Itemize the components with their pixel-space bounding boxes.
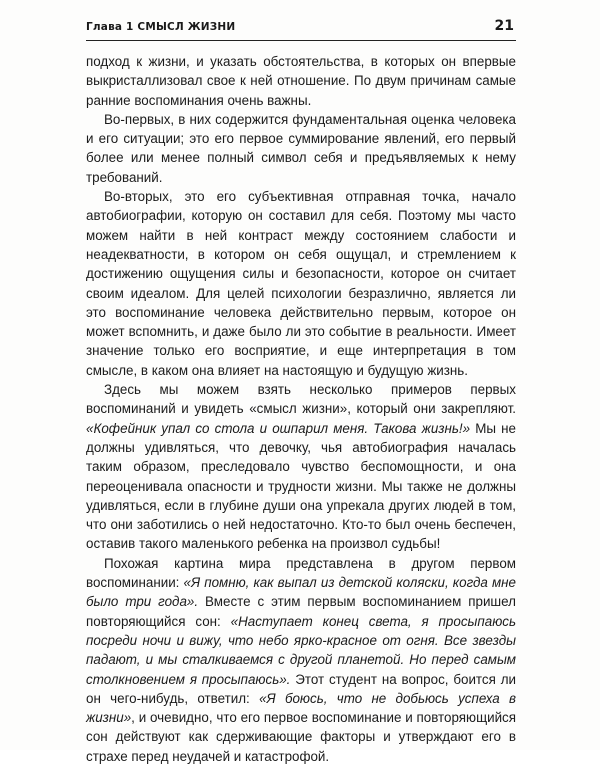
paragraph-text: Похожая картина мира представлена в другом первом воспоминании:	[86, 555, 516, 591]
quote-text: «Я помню, как выпал из детской коляски, когда мне было три года».	[86, 575, 516, 610]
paragraph	[86, 380, 516, 554]
paragraph-text: Во-вторых, это его субъективная отправная точка, начало автобиографии, которую он составил для себя. Поэтому мы часто можем найти в ней контраст между состоянием слабости и неадекватности, в котором он себя ощущал, и стремлением к достижению ощущения силы и безопасности, которое он считает своим идеалом. Для целей психологии безразлично, является ли это воспоминание человека действительно первым, которое он может вспомнить, и даже было ли это событие в реальности. Имеет значение только его восприятие, и еще интерпретация в том смысле, в каком она влияет на настоящую и будущую жизнь.	[86, 189, 516, 378]
paragraph	[86, 554, 516, 766]
paragraph-text: Мы не должны удивляться, что девочку, чья автобиография началась таким образом, преследовало чувство беспомощности, и она переоценивала опасности и трудности жизни. Мы также не должны удивляться, если в глубине души она упрекала других людей в том, что они заботились о ней недостаточно. Кто-то был очень беспечен, оставив такого маленького ребенка на произвол судьбы!	[86, 420, 516, 552]
quote-text: «Кофейник упал со стола и ошпарил меня. Такова жизнь!»	[86, 420, 471, 436]
page-number: 21	[494, 18, 514, 34]
paragraph-text: , и очевидно, что его первое воспоминание и повторяющийся сон действуют как сдерживающие факторы и утверждают его в страхе перед неудачей и катастрофой.	[86, 710, 516, 764]
paragraph-text: подход к жизни, и указать обстоятельства, в которых он впервые выкристаллизовал свое к ней отношение. По двум причинам самые ранние воспоминания очень важны.	[86, 54, 516, 108]
paragraph	[86, 110, 516, 187]
running-header	[86, 16, 516, 41]
quote-text: «Наступает конец света, я просыпаюсь посреди ночи и вижу, что небо ярко-красное от огня. Все звезды падают, и мы сталкиваемся с другой планетой. Но перед самым столкновением я просыпаюсь».	[86, 613, 516, 687]
paragraph	[86, 52, 516, 110]
paragraph-text: Во-первых, в них содержится фундаментальная оценка человека и его ситуации; это его первое суммирование явлений, его первый более или менее полный символ себя и предъявляемых к нему требований.	[86, 111, 516, 185]
body-text	[86, 52, 516, 766]
paragraph-text: Вместе с этим первым воспоминанием пришел повторяющийся сон:	[86, 594, 516, 629]
quote-text: «Я боюсь, что не добьюсь успеха в жизни»	[86, 690, 516, 726]
paragraph-text: Здесь мы можем взять несколько примеров первых воспоминаний и увидеть «смысл жизни», который они закрепляют.	[86, 382, 516, 417]
chapter-title: Глава 1 СМЫСЛ ЖИЗНИ	[86, 21, 236, 33]
paragraph	[86, 187, 516, 380]
paragraph-text: Этот студент на вопрос, боится ли он чего-нибудь, ответил:	[86, 671, 516, 706]
